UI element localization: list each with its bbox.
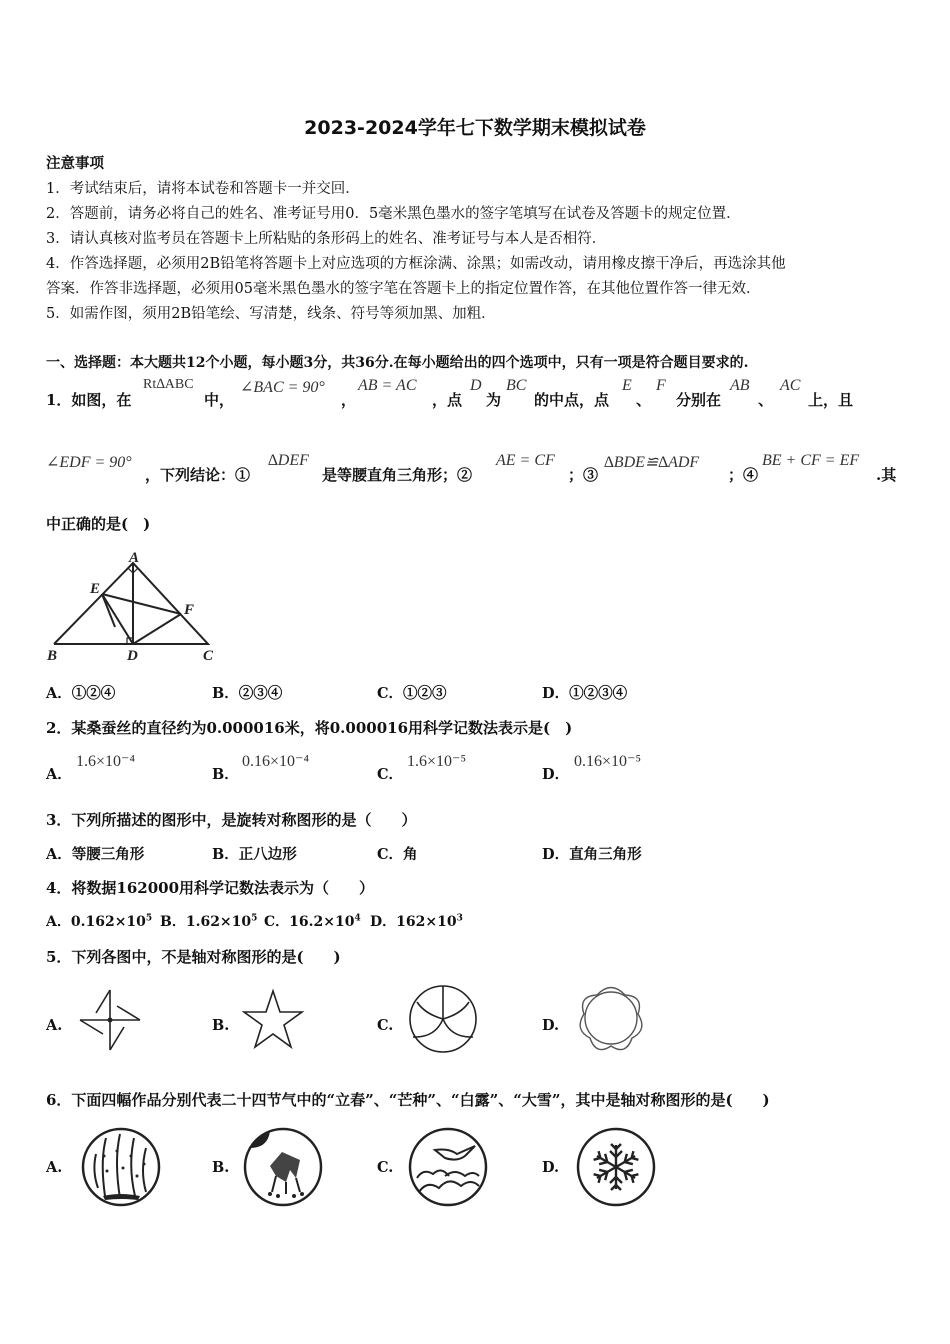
q1-text: 中正确的是( ) — [46, 515, 151, 533]
q1-text: 、 — [636, 391, 652, 409]
vertex-label: A — [129, 550, 140, 566]
q1-option-c[interactable]: C．①②③ — [377, 685, 447, 702]
q1-math: AC — [780, 377, 801, 394]
q1-text: 1．如图，在 — [46, 391, 132, 409]
q1-math: Rt∆ABC — [143, 377, 194, 392]
q4-text: 4．将数据162000用科学记数法表示为（ ） — [46, 879, 375, 897]
trefoil-circle-icon[interactable] — [405, 982, 481, 1056]
q1-text: ；③ — [568, 466, 599, 484]
q1-text: 是等腰直角三角形；② — [322, 466, 473, 484]
q1-math: BC — [506, 377, 527, 394]
section-heading: 一、选择题：本大题共12个小题，每小题3分，共36分.在每小题给出的四个选项中，只有一项是符合题目要求的. — [46, 355, 749, 371]
q1-math: BE + CF = EF — [762, 452, 860, 469]
q6-option-letter[interactable]: B. — [212, 1159, 230, 1176]
q1-math: AB = AC — [358, 377, 417, 394]
q1-math: F — [656, 377, 666, 394]
q4-option-a[interactable]: A．$0.162\times 10^5$ — [46, 913, 153, 930]
q4-option-c[interactable]: C．$16.2\times 10^4$ — [264, 913, 361, 930]
q1-math: ∠BAC = 90° — [240, 379, 325, 396]
q3-option-b[interactable]: B．正八边形 — [212, 846, 297, 863]
note-item: 答案．作答非选择题，必须用05毫米黑色墨水的签字笔在答题卡上的指定位置作答，在其他位置作答一律无效． — [46, 281, 761, 297]
q1-math: ∆BDE≌∆ADF — [604, 454, 700, 471]
q2-option-c[interactable]: 1.6×10⁻⁵ — [407, 753, 467, 770]
snowflake-icon[interactable] — [573, 1126, 659, 1208]
notes-heading: 注意事项 — [46, 155, 104, 172]
q2-option-b[interactable]: 0.16×10⁻⁴ — [242, 753, 310, 770]
q5-option-letter[interactable]: B. — [212, 1017, 230, 1034]
q4-option-b[interactable]: B．$1.62\times 10^5$ — [160, 913, 258, 930]
q1-text: ，点 — [432, 391, 463, 409]
q2-text: 2．某桑蚕丝的直径约为0.000016米，将0.000016用科学记数法表示是( ) — [46, 719, 573, 737]
scalloped-circle-icon[interactable] — [572, 980, 650, 1056]
q1-text: 分别在 — [676, 391, 722, 409]
note-item: 5．如需作图，须用2B铅笔绘、写清楚，线条、符号等须加黑、加粗． — [46, 306, 496, 322]
q3-option-a[interactable]: A．等腰三角形 — [46, 846, 145, 863]
q6-option-letter[interactable]: C. — [377, 1159, 394, 1176]
note-item: 1．考试结束后，请将本试卷和答题卡一并交回． — [46, 181, 360, 197]
vertex-label: B — [47, 648, 58, 664]
q5-option-letter[interactable]: D. — [542, 1017, 560, 1034]
q1-text: 为 — [486, 391, 502, 409]
harvest-icon[interactable] — [240, 1126, 326, 1208]
q5-option-letter[interactable]: A. — [46, 1017, 63, 1034]
q1-math: AE = CF — [496, 452, 555, 469]
page-title: 2023-2024学年七下数学期末模拟试卷 — [304, 117, 646, 139]
note-item: 3．请认真核对监考员在答题卡上所粘贴的条形码上的姓名、准考证号与本人是否相符． — [46, 231, 607, 247]
q2-option-a[interactable]: 1.6×10⁻⁴ — [76, 753, 136, 770]
q1-math: ∠EDF = 90° — [46, 454, 132, 471]
q1-option-d[interactable]: D．①②③④ — [542, 685, 628, 702]
q4-option-d[interactable]: D．$162\times 10^3$ — [370, 913, 463, 930]
q6-option-letter[interactable]: D. — [542, 1159, 560, 1176]
vertex-label: D — [127, 648, 138, 664]
q2-option-letter[interactable]: C． — [377, 766, 404, 783]
q6-text: 6．下面四幅作品分别代表二十四节气中的“立春”、“芒种”、“白露”、“大雪”，其中是轴对称图形的是( ) — [46, 1091, 770, 1109]
bird-clouds-icon[interactable] — [405, 1126, 491, 1208]
q1-math: AB — [730, 377, 750, 394]
q1-text: 、 — [758, 391, 774, 409]
q3-text: 3．下列所描述的图形中，是旋转对称图形的是（ ） — [46, 811, 417, 829]
q6-option-letter[interactable]: A. — [46, 1159, 63, 1176]
q2-option-letter[interactable]: B． — [212, 766, 239, 783]
q3-option-c[interactable]: C．角 — [377, 846, 418, 863]
q1-text: 的中点，点 — [534, 391, 610, 409]
q2-option-d[interactable]: 0.16×10⁻⁵ — [574, 753, 642, 770]
q1-text: ， — [341, 391, 357, 409]
q1-text: ，下列结论：① — [145, 466, 251, 484]
q1-math: ∆DEF — [268, 452, 309, 469]
q3-option-d[interactable]: D．直角三角形 — [542, 846, 642, 863]
q1-text: 上，且 — [808, 391, 854, 409]
q1-option-b[interactable]: B．②③④ — [212, 685, 283, 702]
pinwheel-icon[interactable] — [74, 985, 146, 1055]
q1-text: .其 — [876, 466, 897, 484]
note-item: 2．答题前，请务必将自己的姓名、准考证号用0．5毫米黑色墨水的签字笔填写在试卷及答题卡的规定位置． — [46, 206, 741, 222]
q5-text: 5．下列各图中，不是轴对称图形的是( ) — [46, 948, 341, 966]
q1-math: E — [622, 377, 632, 394]
q5-option-letter[interactable]: C. — [377, 1017, 394, 1034]
q1-math: D — [470, 377, 482, 394]
vertex-label: E — [90, 581, 101, 597]
q1-text: ；④ — [728, 466, 759, 484]
vertex-label: C — [203, 648, 214, 664]
vertex-label: F — [184, 602, 195, 618]
q2-option-letter[interactable]: D． — [542, 766, 570, 783]
triangle-figure — [40, 548, 230, 668]
willow-icon[interactable] — [78, 1126, 164, 1208]
q1-option-a[interactable]: A．①②④ — [46, 685, 116, 702]
star-icon[interactable] — [238, 985, 308, 1053]
q2-option-letter[interactable]: A． — [46, 766, 72, 783]
q1-text: 中， — [204, 391, 235, 409]
note-item: 4．作答选择题，必须用2B铅笔将答题卡上对应选项的方框涂满、涂黑；如需改动，请用橡皮擦干净后，再选涂其他 — [46, 256, 786, 272]
